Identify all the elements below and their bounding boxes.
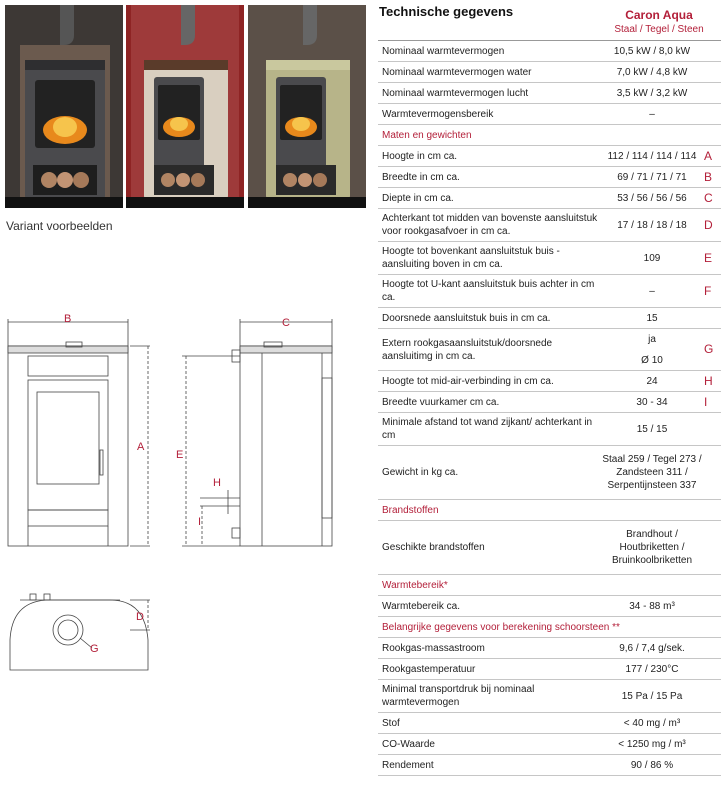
dim-label-c: C <box>282 317 290 329</box>
row-label: Achterkant tot midden van bovenste aansluitstuk voor rookgasafvoer in cm ca. <box>382 213 598 237</box>
product-name: Caron Aqua <box>625 8 693 22</box>
table-row <box>378 62 721 83</box>
section-title: Brandstoffen <box>382 504 439 516</box>
row-value: 53 / 56 / 56 / 56 <box>617 192 687 204</box>
table-row <box>378 596 721 617</box>
row-label: Hoogte tot mid-air-verbinding in cm ca. <box>382 375 554 387</box>
table-row <box>378 104 721 125</box>
table-row <box>378 413 721 446</box>
row-value-secondary: Ø 10 <box>641 354 663 366</box>
dim-label-a: A <box>137 441 145 453</box>
row-value: 10,5 kW / 8,0 kW <box>613 45 691 57</box>
page-title: Technische gegevens <box>379 4 514 19</box>
photos-caption: Variant voorbeelden <box>6 219 113 233</box>
product-header <box>600 8 718 35</box>
stove-photo-steel <box>5 5 124 208</box>
row-label: Hoogte tot U-kant aansluitstuk buis achter in cm ca. <box>382 279 595 303</box>
row-value: 90 / 86 % <box>630 759 674 771</box>
row-value-primary: ja <box>648 333 656 345</box>
table-row <box>378 209 721 242</box>
row-value <box>600 333 704 367</box>
row-label: Extern rookgasaansluitstuk/doorsnede aansluitimg in cm ca. <box>382 337 553 362</box>
row-label: Rendement <box>382 759 434 771</box>
row-value: < 1250 mg / m³ <box>618 738 686 750</box>
row-value: 177 / 230°C <box>625 663 679 675</box>
row-label: Rookgastemperatuur <box>382 663 476 675</box>
section-header <box>378 125 721 146</box>
table-row <box>378 308 721 329</box>
table-row <box>378 680 721 713</box>
row-label: Nominaal warmtevermogen <box>382 45 505 57</box>
row-value: 109 <box>643 252 661 264</box>
row-value: 112 / 114 / 114 / 114 <box>607 150 697 162</box>
dimension-letter: A <box>704 148 713 163</box>
row-value: 69 / 71 / 71 / 71 <box>617 171 687 183</box>
row-value: – <box>649 285 655 297</box>
row-label: CO-Waarde <box>382 738 435 750</box>
dim-label-d: D <box>136 611 144 623</box>
row-value: 9,6 / 7,4 g/sek. <box>619 642 685 654</box>
table-row <box>378 275 721 308</box>
row-label: Minimal transportdruk bij nominaal warmtevermogen <box>382 684 535 708</box>
table-row <box>378 755 721 776</box>
section-title: Belangrijke gegevens voor berekening schoorsteen ** <box>382 621 620 633</box>
dimension-letter: B <box>704 169 713 184</box>
row-value: 15 <box>646 312 658 324</box>
table-row <box>378 521 721 575</box>
table-row <box>378 659 721 680</box>
stove-photos <box>5 5 367 208</box>
spec-table <box>378 40 721 776</box>
row-value: 15 Pa / 15 Pa <box>621 690 683 702</box>
table-row <box>378 242 721 275</box>
row-value: 30 - 34 <box>636 396 668 408</box>
row-value: 3,5 kW / 3,2 kW <box>616 87 688 99</box>
row-label: Hoogte in cm ca. <box>382 150 458 162</box>
product-variants: Staal / Tegel / Steen <box>614 24 704 35</box>
row-label: Doorsnede aansluitstuk buis in cm ca. <box>382 312 551 324</box>
table-row <box>378 713 721 734</box>
row-value: < 40 mg / m³ <box>623 717 681 729</box>
row-value: 7,0 kW / 4,8 kW <box>616 66 688 78</box>
technical-drawing <box>0 300 350 680</box>
row-label: Minimale afstand tot wand zijkant/ achterkant in cm <box>382 417 593 441</box>
dim-label-e: E <box>176 449 184 461</box>
row-label: Warmtevermogensbereik <box>382 108 494 120</box>
dimension-letter: D <box>704 217 713 232</box>
dimension-letter: H <box>704 373 713 388</box>
row-label: Breedte vuurkamer cm ca. <box>382 396 500 408</box>
table-row <box>378 188 721 209</box>
section-title: Maten en gewichten <box>382 129 472 141</box>
row-label: Breedte in cm ca. <box>382 171 460 183</box>
dimension-letter: G <box>704 342 714 356</box>
dim-label-b: B <box>64 313 72 325</box>
row-value: Brandhout / Houtbriketten / Bruinkoolbriketten <box>611 529 693 566</box>
row-label: Nominaal warmtevermogen lucht <box>382 87 529 99</box>
table-row <box>378 167 721 188</box>
row-value: 24 <box>646 375 658 387</box>
section-header <box>378 617 721 638</box>
table-row <box>378 392 721 413</box>
dimension-letter: E <box>704 250 713 265</box>
section-title: Warmtebereik* <box>382 579 448 591</box>
dimension-letter: I <box>704 394 708 409</box>
table-row <box>378 41 721 62</box>
row-label: Rookgas-massastroom <box>382 642 485 654</box>
row-label: Stof <box>382 717 400 729</box>
row-value: Staal 259 / Tegel 273 / Zandsteen 311 / Serpentijnsteen 337 <box>602 454 702 491</box>
row-value: – <box>649 108 655 120</box>
stove-photo-stone <box>248 5 367 208</box>
section-header <box>378 575 721 596</box>
row-label: Geschikte brandstoffen <box>382 542 485 553</box>
table-row <box>378 446 721 500</box>
row-value: 34 - 88 m³ <box>629 600 675 612</box>
dim-label-g: G <box>90 643 99 655</box>
table-row <box>378 638 721 659</box>
row-label: Gewicht in kg ca. <box>382 467 459 478</box>
row-label: Nominaal warmtevermogen water <box>382 66 532 78</box>
section-header <box>378 500 721 521</box>
row-label: Hoogte tot bovenkant aansluitstuk buis - aansluiting boven in cm ca. <box>382 246 560 270</box>
table-row <box>378 734 721 755</box>
row-label: Diepte in cm ca. <box>382 192 454 204</box>
table-row <box>378 371 721 392</box>
row-label: Warmtebereik ca. <box>382 600 460 612</box>
stove-photo-tile <box>126 5 245 208</box>
row-value: 17 / 18 / 18 / 18 <box>617 219 687 231</box>
table-row <box>378 329 721 371</box>
dimension-letter: C <box>704 190 713 205</box>
row-value: 15 / 15 <box>636 423 668 435</box>
table-row <box>378 83 721 104</box>
dim-label-i: I <box>198 516 202 528</box>
dimension-letter: F <box>704 283 712 298</box>
dim-label-h: H <box>213 477 221 489</box>
table-row <box>378 146 721 167</box>
